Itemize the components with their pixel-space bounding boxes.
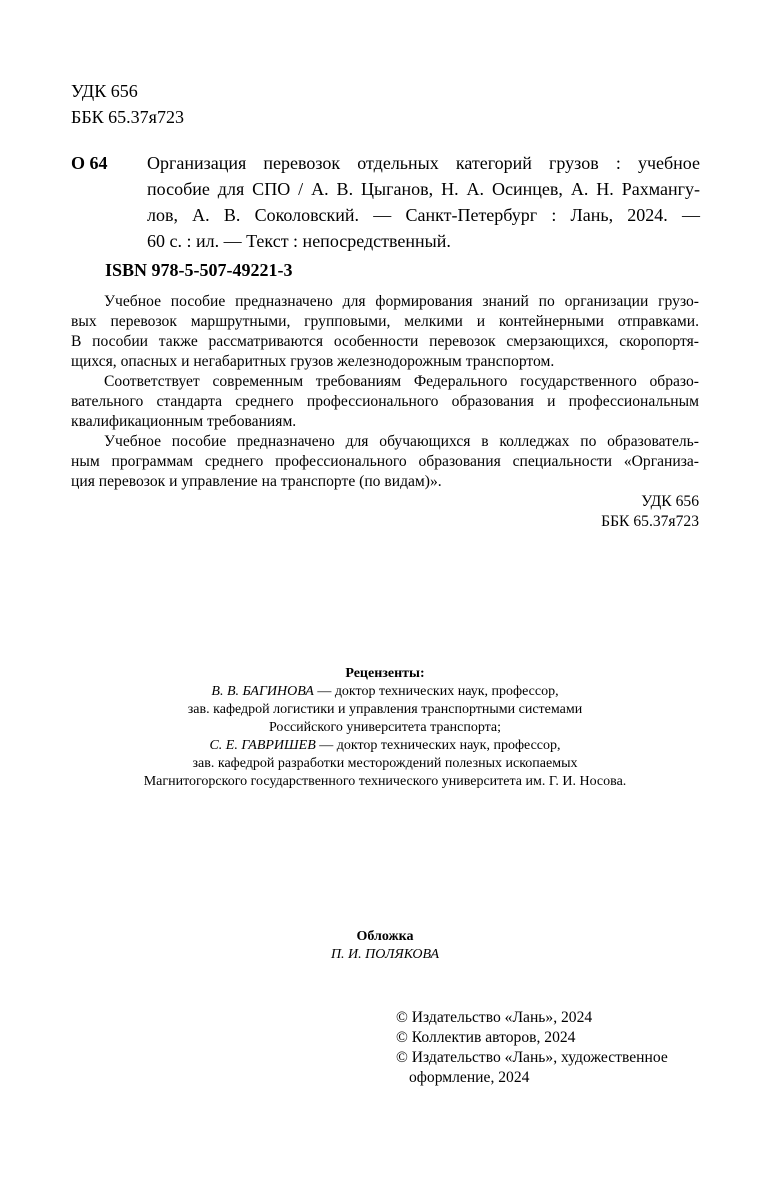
biblio-line: лов, А. В. Соколовский. — Санкт-Петербург : Лань, 2024. —	[147, 205, 700, 225]
reviewer-2	[71, 737, 699, 755]
cover-credit	[71, 928, 699, 964]
reviewer-1-affiliation: зав. кафедрой логистики и управления транспортными системами	[187, 702, 583, 717]
biblio-line: 60 с. : ил. — Текст : непосредственный.	[147, 231, 451, 251]
copyright-line: оформление, 2024	[409, 1069, 530, 1086]
bbk-code: ББК 65.37я723	[71, 107, 184, 127]
cover-designer: П. И. ПОЛЯКОВА	[330, 947, 440, 962]
biblio-line: пособие для СПО / А. В. Цыганов, Н. А. Осинцев, А. Н. Рахмангу-	[147, 179, 700, 199]
copyright-line: © Издательство «Лань», 2024	[396, 1009, 593, 1026]
annotation-line: Соответствует современным требованиям Федерального государственного образо-	[104, 373, 699, 390]
reviewer-2-role: — доктор технических наук, профессор,	[315, 738, 561, 753]
isbn: ISBN 978-5-507-49221-3	[105, 260, 293, 280]
annotation-udk: УДК 656	[641, 493, 699, 510]
annotation-line: Учебное пособие предназначено для обучающихся в колледжах по образователь-	[104, 433, 699, 450]
cover-title: Обложка	[356, 929, 414, 944]
reviewers-title: Рецензенты:	[345, 666, 425, 681]
annotation-line: Учебное пособие предназначено для формирования знаний по организации грузо-	[104, 293, 699, 310]
reviewer-2-name: С. Е. ГАВРИШЕВ	[209, 738, 316, 753]
annotation-line: квалификационным требованиям.	[71, 413, 297, 430]
annotation-bbk: ББК 65.37я723	[601, 513, 699, 530]
copyright-block	[396, 1008, 668, 1088]
annotation-line: вых перевозок маршрутными, групповыми, мелкими и контейнерными отправками.	[71, 313, 699, 330]
bibliographic-record	[147, 150, 700, 254]
author-index-code: О 64	[71, 153, 108, 173]
reviewer-1	[71, 683, 699, 701]
annotation-line: щихся, опасных и негабаритных грузов железнодорожным транспортом.	[71, 353, 555, 370]
reviewer-1-university: Российского университета транспорта;	[268, 720, 502, 735]
biblio-line: Организация перевозок отдельных категорий грузов : учебное	[147, 153, 700, 173]
udk-code: УДК 656	[71, 81, 138, 101]
reviewers-block	[71, 665, 699, 791]
annotation-line: вательного стандарта среднего профессионального образования и профессиональным	[71, 393, 699, 410]
annotation-line: ным программам среднего профессионального образования специальности «Организа-	[71, 453, 699, 470]
reviewer-2-university: Магнитогорского государственного технического университета им. Г. И. Носова.	[143, 774, 627, 789]
annotation-line: ция перевозок и управление на транспорте (по видам)».	[71, 473, 442, 490]
reviewer-1-name: В. В. БАГИНОВА	[211, 684, 314, 699]
classification-codes	[71, 78, 184, 130]
copyright-line: © Коллектив авторов, 2024	[396, 1029, 576, 1046]
reviewer-1-role: — доктор технических наук, профессор,	[313, 684, 559, 699]
annotation-line: В пособии также рассматриваются особенности перевозок смерзающихся, скоропортя-	[71, 333, 699, 350]
copyright-line: © Издательство «Лань», художественное	[396, 1049, 668, 1066]
reviewer-2-affiliation: зав. кафедрой разработки месторождений полезных ископаемых	[192, 756, 578, 771]
annotation	[71, 292, 699, 532]
